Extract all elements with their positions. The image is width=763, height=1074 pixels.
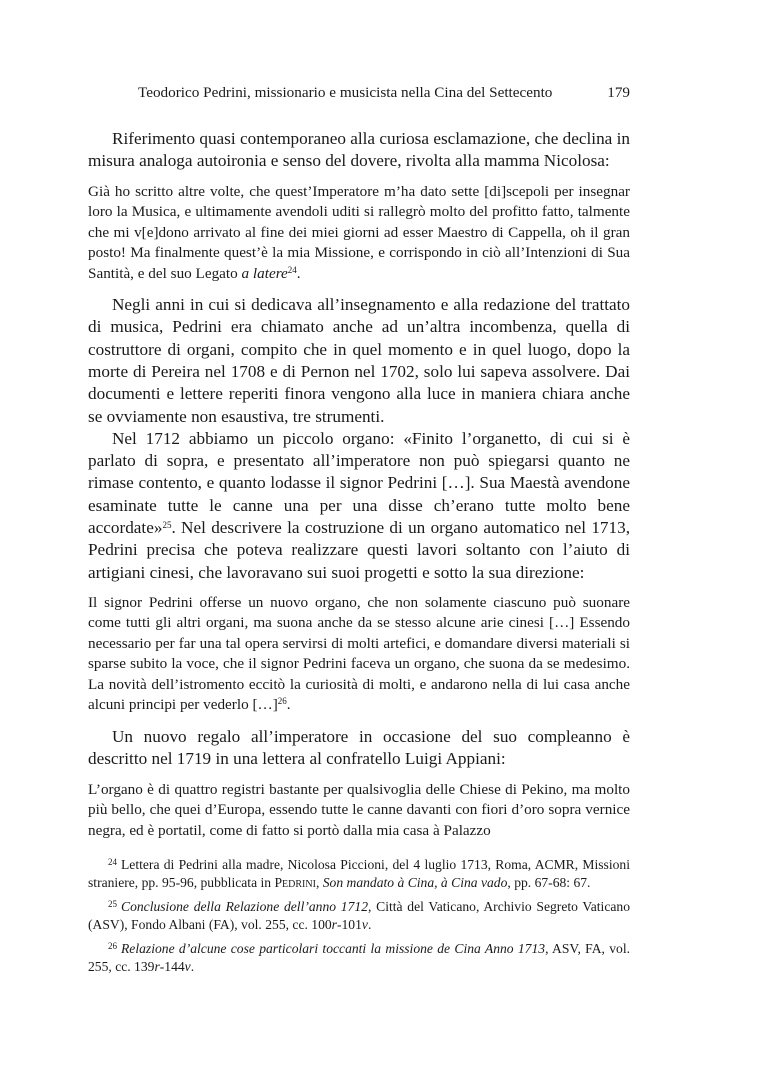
- footnote-ref-25[interactable]: 25: [162, 520, 172, 531]
- quote-1-italic: a latere: [241, 264, 288, 282]
- paragraph-3: Nel 1712 abbiamo un piccolo organo: «Finito l’organetto, di cui si è parlato di sopra, e presentato all’imperatore non può spiegarsi quanto ne rimase contento, e quanto lodasse il signor Pedrini […]. Sua Maestà avendone esaminate tutte le canne una per una disse ch’erano tutte molto bene accordate»$^{25}$. Nel descrivere la costruzione di un organo automatico nel 1713, Pedrini precisa che poteva realizzare questi lavori soltanto con l’aiuto di artigiani cinesi, che lavoravano sui suoi progetti e sotto la sua direzione:: [88, 428, 630, 582]
- paragraph-4: Un nuovo regalo all’imperatore in occasione del suo compleanno è descritto nel 1719 in una lettera al confratello Luigi Appiani:: [88, 726, 630, 769]
- footnote-25: $^{25}$ Conclusione della Relazione dell’anno 1712, Città del Vaticano, Archivio Segreto Vaticano (ASV), Fondo Albani (FA), vol. 255, cc. 100r-101v.: [88, 898, 630, 933]
- quote-1-text: Già ho scritto altre volte, che quest’Imperatore m’ha dato sette [di]scepoli per insegnar loro la Musica, e ultimamente avendoli uditi si rallegrò molto del profitto fatto, talmente che mi v[e]dono arrivato al fine dei miei giorni ad esser Maestro di Cappella, oh il gran posto! Ma finalmente quest’è la mia Missione, e corrispondo in ciò all’Intenzioni di Sua Santità, e del suo Legato: [88, 182, 630, 282]
- main-text: [88, 128, 630, 841]
- footnote-number: 24: [108, 857, 117, 867]
- paragraph-1: Riferimento quasi contemporaneo alla curiosa esclamazione, che declina in misura analoga autoironia e senso del dovere, rivolta alla mamma Nicolosa:: [88, 129, 630, 171]
- footnote-number: 25: [108, 898, 117, 909]
- footnotes: [88, 853, 630, 978]
- footnote-26: $^{26}$ Relazione d’alcune cose particolari toccanti la missione de Cina Anno 1713, ASV, FA, vol. 255, cc. 139r-144v.: [88, 940, 631, 975]
- block-quote-2: Il signor Pedrini offerse un nuovo organo, che non solamente ciascuno può suonare come tutti gli altri organi, ma suona anche da se stesso alcune arie cinesi […] Essendo necessario per far una tal opera servirsi di molti artefici, e domandare diversi materiali si sparse subito la voce, che il signor Pedrini faceva un organo, che suona da se medesimo. La novità dell’istromento eccitò la curiosità di molti, e andarono nella di lui casa anche alcuni principi per vederlo […]$^{26}$.: [88, 593, 630, 714]
- work-title: Conclusione della Relazione dell’anno 1712: [121, 898, 368, 914]
- block-quote-3: L’organo è di quattro registri bastante per qualsivoglia delle Chiese di Pekino, ma molto più bello, che quei d’Europa, essendo tutte le canne davanti con fiori d’oro sopra vernice negra, ed è portatil, come di fatto si portò dalla mia casa à Palazzo: [88, 780, 630, 839]
- running-title: Teodorico Pedrini, missionario e musicista nella Cina del Settecento: [138, 84, 553, 101]
- running-head: [138, 84, 630, 102]
- block-quote-1: Già ho scritto altre volte, che quest’Imperatore m’ha dato sette [di]scepoli per insegnar loro la Musica, e ultimamente avendoli uditi si rallegrò molto del profitto fatto, talmente che mi v[e]dono arrivato al fine dei miei giorni ad esser Maestro di Cappella, oh il gran posto! Ma finalmente quest’è la mia Missione, e corrispondo in ciò all’Intenzioni di Sua Santità, e del suo Legato a latere$^{24}$.: [88, 182, 630, 282]
- footnote-ref-24[interactable]: 24: [287, 264, 297, 275]
- footnote-24: $^{24}$ Lettera di Pedrini alla madre, Nicolosa Piccioni, del 4 luglio 1713, Roma, ACMR, Missioni straniere, pp. 95-96, pubblicata in Pedrini, Son mandato à Cina, à Cina vado, pp. 67-68: 67.: [88, 857, 630, 891]
- footnote-number: 26: [108, 940, 117, 951]
- work-title: Relazione d’alcune cose particolari toccanti la missione de Cina Anno 1713: [121, 940, 546, 956]
- work-title: Son mandato à Cina, à Cina vado: [322, 875, 508, 891]
- paragraph-2: Negli anni in cui si dedicava all’insegnamento e alla redazione del trattato di musica, Pedrini era chiamato anche ad un’altra incombenza, quella di costruttore di organi, compito che in quel momento e in quel luogo, dopo la morte di Pereira nel 1708 e di Pernon nel 1702, solo lui sapeva assolvere. Dai documenti e lettere reperiti finora vengono alla luce in maniera chiara anche se ovviamente non esaustiva, tre strumenti.: [88, 295, 630, 426]
- author-name: Pedrini: [274, 875, 316, 891]
- page-number: 179: [607, 84, 630, 101]
- footnote-ref-26[interactable]: 26: [277, 696, 287, 707]
